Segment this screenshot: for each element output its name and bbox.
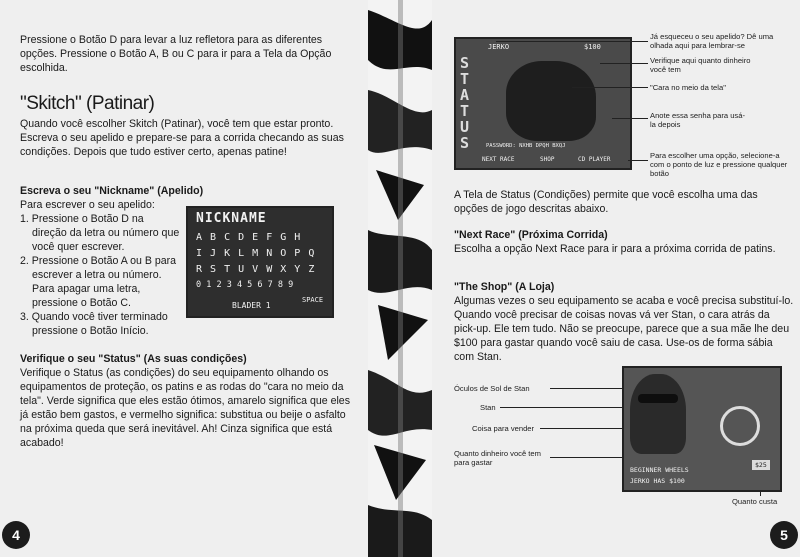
skitch-heading: "Skitch" (Patinar) bbox=[20, 93, 155, 114]
next-race-heading: "Next Race" (Próxima Corrida) bbox=[454, 229, 608, 241]
wheel-item-icon bbox=[720, 406, 760, 446]
letter-row-2: I J K L M N O P Q bbox=[196, 248, 316, 259]
callout-money: Verifique aqui quanto dinheiro você tem bbox=[650, 56, 751, 74]
step-3: 3. Quando você tiver terminado pressione o Botão Início. bbox=[20, 311, 168, 337]
callout-line-1 bbox=[496, 41, 648, 42]
callout-cash: Quanto dinheiro você tem para gastar bbox=[454, 449, 541, 467]
status-vertical-title: STATUS bbox=[460, 54, 470, 152]
shop-price: $25 bbox=[752, 460, 770, 470]
status-heading: Verifique o seu "Status" (As suas condições) bbox=[20, 353, 247, 365]
status-name: JERKO bbox=[488, 43, 510, 51]
shop-player-cash: JERKO HAS $100 bbox=[630, 477, 685, 485]
nickname-screenshot bbox=[186, 206, 334, 318]
shop-item-label: BEGINNER WHEELS bbox=[630, 466, 689, 474]
letter-row-1: A B C D E F G H bbox=[196, 232, 302, 243]
menu-shop[interactable]: SHOP bbox=[540, 156, 555, 163]
intro-paragraph: Pressione o Botão D para levar a luz refletora para as diferentes opções. Pressione o Botão A, B ou C para ir para a Tela da Opção escolhida. bbox=[20, 34, 332, 74]
menu-next-race[interactable]: NEXT RACE bbox=[482, 156, 515, 163]
callout-select: Para escolher uma opção, selecione-a com o ponto de luz e pressione qualquer botão bbox=[650, 151, 788, 178]
menu-cd-player[interactable]: CD PLAYER bbox=[578, 156, 611, 163]
blader-name: BLADER 1 bbox=[232, 301, 271, 310]
nickname-intro: Para escrever o seu apelido: bbox=[20, 199, 155, 211]
letter-row-3: R S T U V W X Y Z bbox=[196, 264, 316, 275]
callout-line-5 bbox=[628, 160, 648, 161]
status-screenshot bbox=[454, 37, 632, 170]
skitch-paragraph: Quando você escolher Skitch (Patinar), você tem que estar pronto. Escreva o seu apelido e prepare-se para a corrida checando as suas condições. Depois que tudo estiver certo, apenas patine! bbox=[20, 118, 344, 158]
callout-nickname: Já esqueceu o seu apelido? Dê uma olhada aqui para lembrar-se bbox=[650, 32, 774, 50]
page-number-left: 4 bbox=[2, 521, 30, 549]
space-label: SPACE bbox=[302, 296, 324, 304]
shop-paragraph: Algumas vezes o seu equipamento se acaba e você precisa substituí-lo. Quando você precisar de coisas novas vá ver Stan, o cara atrás da pick-up. Ele tem tudo. Não se preocupe, parece que a sua mãe lhe deu $100 para gastar quando você saiu de casa. Use-os de forma sábia com Stan. bbox=[454, 295, 794, 363]
callout-line-3 bbox=[572, 87, 648, 88]
step-2: 2. Pressione o Botão A ou B para escrever a letra ou número. Para apagar uma letra, pressione o Botão C. bbox=[20, 255, 177, 309]
callout-line-2 bbox=[600, 63, 648, 64]
shop-heading: "The Shop" (A Loja) bbox=[454, 281, 555, 293]
callout-password: Anote essa senha para usá-la depois bbox=[650, 111, 745, 129]
sunglasses-icon bbox=[638, 394, 678, 403]
nickname-screen-title: NICKNAME bbox=[196, 211, 267, 226]
callout-stan: Stan bbox=[480, 403, 496, 412]
callout-item: Coisa para vender bbox=[472, 424, 535, 433]
status-desc: A Tela de Status (Condições) permite que você escolha uma das opções de jogo descritas abaixo. bbox=[454, 189, 758, 215]
callout-line-4 bbox=[612, 118, 648, 119]
status-password: PASSWORD: NXHB DPQH BXQJ bbox=[486, 143, 566, 149]
digit-row: 0 1 2 3 4 5 6 7 8 9 bbox=[196, 280, 294, 290]
left-page bbox=[0, 0, 368, 557]
status-paragraph: Verifique o Status (as condições) do seu equipamento olhando os equipamentos de proteção, os patins e as rodas do "cara no meio da tela". Verde significa que eles estão ótimos, amarelo significa que eles já estão bem gastos, e vermelho significa: substitua ou beije o asfalto na próxima queda que será inevitável. Ah! Cinza significa que está acabado! bbox=[20, 367, 350, 449]
step-1: 1. Pressione o Botão D na direção da letra ou número que você quer escrever. bbox=[20, 213, 180, 253]
skater-silhouette bbox=[506, 61, 596, 141]
callout-center-guy: "Cara no meio da tela" bbox=[650, 83, 726, 92]
next-race-paragraph: Escolha a opção Next Race para ir para a próxima corrida de patins. bbox=[454, 243, 776, 255]
nickname-heading: Escreva o seu "Nickname" (Apelido) bbox=[20, 185, 204, 197]
nickname-steps bbox=[20, 212, 180, 338]
graffiti-art-icon bbox=[368, 0, 432, 557]
stan-figure bbox=[630, 374, 686, 454]
shop-screenshot bbox=[622, 366, 782, 492]
page-number-right: 5 bbox=[770, 521, 798, 549]
status-money: $100 bbox=[584, 43, 601, 51]
spine-graffiti-art bbox=[368, 0, 432, 557]
right-page bbox=[432, 0, 800, 557]
callout-price: Quanto custa bbox=[732, 497, 778, 506]
callout-sunglasses: Óculos de Sol de Stan bbox=[454, 384, 530, 393]
